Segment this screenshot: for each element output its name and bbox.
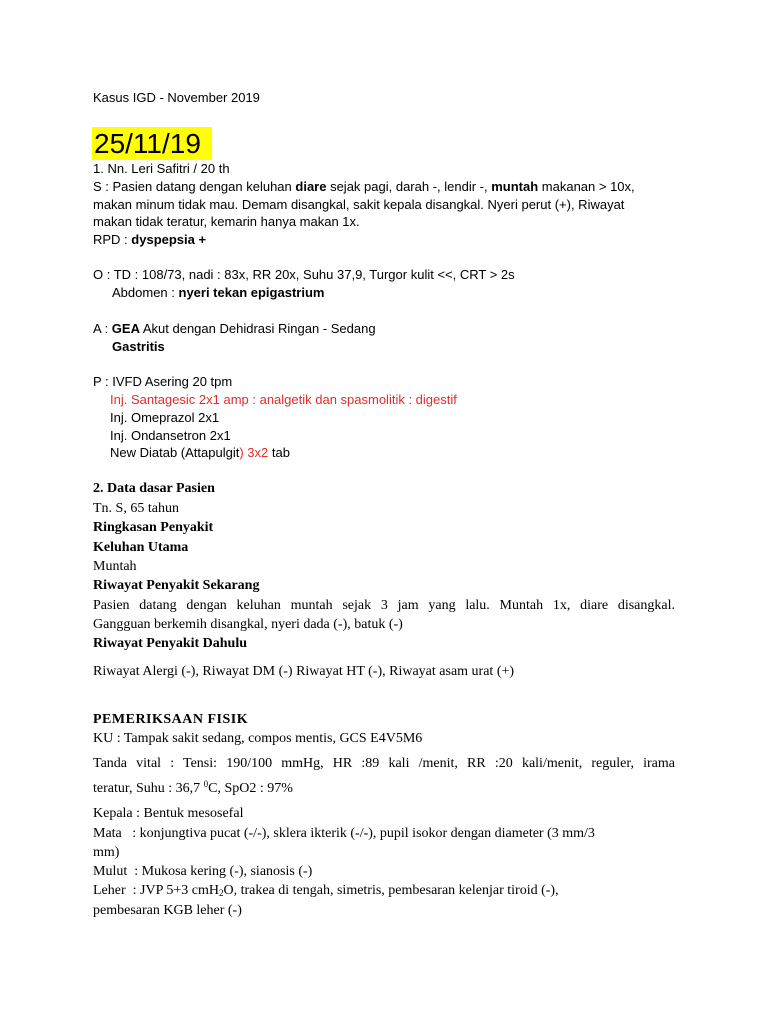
case2-title: 2. Data dasar Pasien — [93, 481, 215, 496]
keluhan-value: Muntah — [93, 559, 137, 574]
case1-rpd: RPD : dyspepsia + — [93, 232, 207, 247]
case1-plan-ivfd: P : IVFD Asering 20 tpm — [93, 374, 233, 389]
case1-title: 1. Nn. Leri Safitri / 20 th — [93, 161, 230, 176]
highlighted-date: 25/11/19 — [92, 127, 212, 160]
section-rpd: Riwayat Penyakit Dahulu — [93, 636, 248, 651]
leher-line2: pembesaran KGB leher (-) — [93, 903, 242, 918]
case2-patient: Tn. S, 65 tahun — [93, 501, 179, 516]
tanda-vital-line1: Tanda vital : Tensi: 190/100 mmHg, HR :89 kali /menit, RR :20 kali/menit, reguler, irama — [93, 756, 675, 771]
section-keluhan-utama: Keluhan Utama — [93, 540, 189, 555]
mata-line1: Mata : konjungtiva pucat (-/-), sklera ikterik (-/-), pupil isokor dengan diameter (3 mm/3 — [93, 826, 595, 841]
case1-assessment: A : GEA Akut dengan Dehidrasi Ringan - Sedang — [93, 321, 376, 336]
rps-line1: Pasien datang dengan keluhan muntah sejak 3 jam yang lalu. Muntah 1x, diare disangkal. — [93, 598, 675, 613]
case1-objective: O : TD : 108/73, nadi : 83x, RR 20x, Suhu 37,9, Turgor kulit <<, CRT > 2s — [93, 267, 515, 282]
kepala-line: Kepala : Bentuk mesosefal — [93, 806, 244, 821]
case1-plan-diatab: New Diatab (Attapulgit) 3x2 tab — [110, 445, 290, 460]
section-ringkasan: Ringkasan Penyakit — [93, 520, 214, 535]
case1-plan-omeprazol: Inj. Omeprazol 2x1 — [110, 410, 220, 425]
case1-plan-santagesic: Inj. Santagesic 2x1 amp : analgetik dan spasmolitik : digestif — [110, 392, 457, 407]
case1-abdomen: Abdomen : nyeri tekan epigastrium — [112, 285, 325, 300]
case1-assessment-gastritis: Gastritis — [112, 339, 165, 354]
case1-subjective-line1: S : Pasien datang dengan keluhan diare sejak pagi, darah -, lendir -, muntah makanan > 10x, — [93, 179, 635, 194]
leher-line1: Leher : JVP 5+3 cmH$_2$O, trakea di tengah, simetris, pembesaran kelenjar tiroid (-), — [93, 883, 559, 898]
section-pemeriksaan-fisik: PEMERIKSAAN FISIK — [93, 712, 249, 727]
tanda-vital-line2: teratur, Suhu : 36,7 $^0$C, SpO2 : 97% — [93, 779, 293, 796]
case1-subjective-line3: makan tidak teratur, kemarin hanya makan 1x. — [93, 214, 360, 229]
document-header: Kasus IGD - November 2019 — [93, 90, 260, 105]
mulut-line: Mulut : Mukosa kering (-), sianosis (-) — [93, 864, 313, 879]
rps-line2: Gangguan berkemih disangkal, nyeri dada (-), batuk (-) — [93, 617, 403, 632]
rpd-value: Riwayat Alergi (-), Riwayat DM (-) Riwayat HT (-), Riwayat asam urat (+) — [93, 664, 515, 679]
case1-plan-ondansetron: Inj. Ondansetron 2x1 — [110, 428, 231, 443]
section-rps: Riwayat Penyakit Sekarang — [93, 578, 260, 593]
ku-line: KU : Tampak sakit sedang, compos mentis, GCS E4V5M6 — [93, 731, 423, 746]
mata-line2: mm) — [93, 845, 120, 860]
case1-subjective-line2: makan minum tidak mau. Demam disangkal, sakit kepala disangkal. Nyeri perut (+), Riwayat — [93, 197, 625, 212]
